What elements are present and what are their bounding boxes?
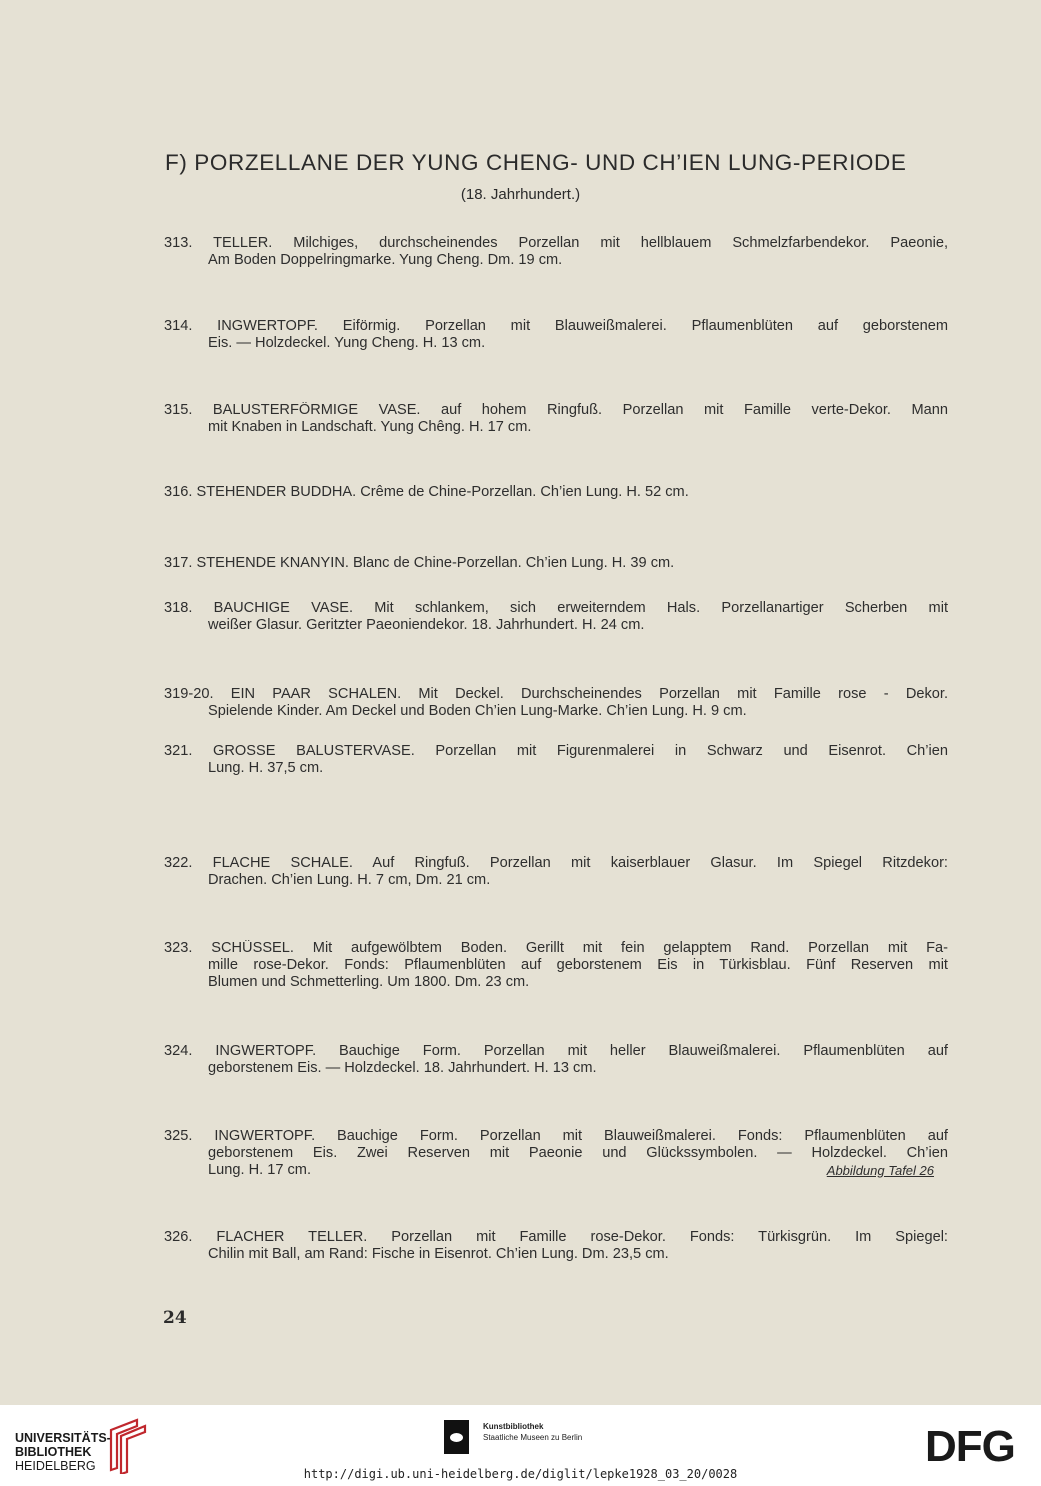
entry-line: Chilin mit Ball, am Rand: Fische in Eisenrot. Ch’ien Lung. Dm. 23,5 cm. [208,1246,669,1262]
entry-line: mit Knaben in Landschaft. Yung Chêng. H. 17 cm. [208,419,532,435]
entry-line: 315. BALUSTERFÖRMIGE VASE. auf hohem Ringfuß. Porzellan mit Famille verte-Dekor. Mann [164,402,948,418]
entry-line: 317. STEHENDE KNANYIN. Blanc de Chine-Porzellan. Ch’ien Lung. H. 39 cm. [164,555,675,571]
entry-line: 324. INGWERTOPF. Bauchige Form. Porzellan mit heller Blauweißmalerei. Pflaumenblüten auf [164,1043,948,1059]
entry-line: 319-20. EIN PAAR SCHALEN. Mit Deckel. Durchscheinendes Porzellan mit Famille rose - Dekor. [164,686,948,702]
kunstbibliothek-logo-text[interactable] [483,1421,582,1443]
ub-line: BIBLIOTHEK [15,1445,92,1459]
kb-line: Staatliche Museen zu Berlin [483,1433,583,1442]
entry-line: Blumen und Schmetterling. Um 1800. Dm. 23 cm. [208,974,530,990]
entry-line: Am Boden Doppelringmarke. Yung Cheng. Dm. 19 cm. [208,252,563,268]
ub-line: HEIDELBERG [15,1459,96,1473]
section-heading: F) PORZELLANE DER YUNG CHENG- UND CH’IEN LUNG-PERIODE [165,150,907,175]
catalog-entry-318 [164,600,948,634]
catalog-entry-324 [164,1043,948,1077]
entry-line: 323. SCHÜSSEL. Mit aufgewölbtem Boden. Gerillt mit fein gelapptem Rand. Porzellan mit Fa- [164,940,948,956]
catalog-entry-322 [164,855,948,889]
entry-line: weißer Glasur. Geritzter Paeoniendekor. 18. Jahrhundert. H. 24 cm. [208,617,645,633]
entry-line: Eis. — Holzdeckel. Yung Cheng. H. 13 cm. [208,335,486,351]
kb-line: Kunstbibliothek [483,1422,544,1431]
section-subheading: (18. Jahrhundert.) [460,186,581,203]
entry-line: 325. INGWERTOPF. Bauchige Form. Porzellan mit Blauweißmalerei. Fonds: Pflaumenblüten auf [164,1128,948,1144]
permalink-url[interactable]: http://digi.ub.uni-heidelberg.de/diglit/lepke1928_03_20/0028 [303,1467,738,1481]
entry-line: 318. BAUCHIGE VASE. Mit schlankem, sich erweiterndem Hals. Porzellanartiger Scherben mit [164,600,948,616]
entry-line: 322. FLACHE SCHALE. Auf Ringfuß. Porzellan mit kaiserblauer Glasur. Im Spiegel Ritzdekor: [164,855,948,871]
entry-line [164,1162,948,1179]
catalog-entry-325 [164,1128,948,1179]
catalog-entry-315 [164,402,948,436]
entry-line: Lung. H. 37,5 cm. [208,760,324,776]
entry-line: geborstenem Eis. — Holzdeckel. 18. Jahrhundert. H. 13 cm. [208,1060,597,1076]
catalog-entry-316 [164,484,948,501]
entry-line-text: Lung. H. 17 cm. [208,1162,312,1178]
figure-reference: Abbildung Tafel 26 [826,1163,934,1178]
entry-line: geborstenem Eis. Zwei Reserven mit Paeonie und Glückssymbolen. — Holzdeckel. Ch’ien [208,1145,948,1161]
entry-line: Spielende Kinder. Am Deckel und Boden Ch’ien Lung-Marke. Ch’ien Lung. H. 9 cm. [208,703,747,719]
ub-line: UNIVERSITÄTS- [15,1431,111,1445]
catalog-entry-314 [164,318,948,352]
entry-line: mille rose-Dekor. Fonds: Pflaumenblüten auf geborstenem Eis in Türkisblau. Fünf Reserven mit [208,957,948,973]
catalog-entry-317 [164,555,948,572]
catalog-entry-313 [164,235,948,269]
university-library-logo-icon[interactable] [107,1418,147,1474]
catalog-entry-321 [164,743,948,777]
catalog-entry-319-20 [164,686,948,720]
entry-line: 321. GROSSE BALUSTERVASE. Porzellan mit Figurenmalerei in Schwarz und Eisenrot. Ch’ien [164,743,948,759]
dfg-logo[interactable]: DFG [925,1422,1015,1471]
catalog-entry-323 [164,940,948,991]
page-number: 24 [163,1308,187,1328]
entry-line: Drachen. Ch’ien Lung. H. 7 cm, Dm. 21 cm. [208,872,491,888]
kunstbibliothek-logo-icon[interactable] [444,1420,469,1454]
catalog-entry-326 [164,1229,948,1263]
entry-line: 313. TELLER. Milchiges, durchscheinendes Porzellan mit hellblauem Schmelzfarbendekor. Paeonie, [164,235,948,251]
entry-line: 326. FLACHER TELLER. Porzellan mit Famille rose-Dekor. Fonds: Türkisgrün. Im Spiegel: [164,1229,948,1245]
entry-line: 316. STEHENDER BUDDHA. Crême de Chine-Porzellan. Ch’ien Lung. H. 52 cm. [164,484,689,500]
entry-line: 314. INGWERTOPF. Eiförmig. Porzellan mit Blauweißmalerei. Pflaumenblüten auf geborstenem [164,318,948,334]
